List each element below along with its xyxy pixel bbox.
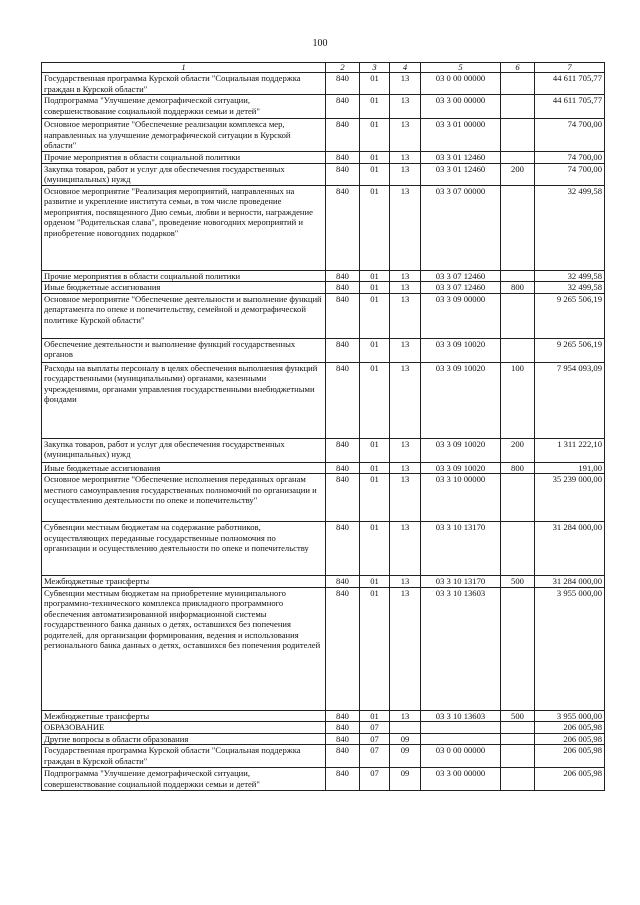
expense-type-code — [501, 338, 535, 362]
subsection-code: 13 — [390, 587, 421, 710]
ministry-code: 840 — [326, 438, 360, 462]
expense-type-code — [501, 152, 535, 164]
target-article-code: 03 3 09 00000 — [421, 293, 501, 338]
table-row — [42, 95, 605, 119]
item-name: Основное мероприятие "Обеспечение реализации комплекса мер, направленных на улучшение демографической ситуации в Курской области" — [42, 119, 326, 152]
amount: 206 005,98 — [535, 768, 605, 791]
amount: 74 700,00 — [535, 163, 605, 185]
target-article-code: 03 3 07 12460 — [421, 270, 501, 282]
amount: 7 954 093,09 — [535, 362, 605, 438]
item-name: Основное мероприятие "Обеспечение исполнения переданных органам местного самоуправления государственных полномочий по организации и осуществлению деятельности по опеке и попечительству" — [42, 474, 326, 522]
ministry-code: 840 — [326, 522, 360, 576]
item-name: Иные бюджетные ассигнования — [42, 462, 326, 474]
section-code: 07 — [360, 768, 390, 791]
amount: 1 311 222,10 — [535, 438, 605, 462]
ministry-code: 840 — [326, 338, 360, 362]
subsection-code: 13 — [390, 710, 421, 722]
table-row — [42, 474, 605, 522]
target-article-code: 03 3 09 10020 — [421, 362, 501, 438]
subsection-code: 13 — [390, 95, 421, 119]
target-article-code: 03 3 01 12460 — [421, 152, 501, 164]
amount: 35 239 000,00 — [535, 474, 605, 522]
target-article-code: 03 3 00 00000 — [421, 768, 501, 791]
item-name: Государственная программа Курской области "Социальная поддержка граждан в Курской области" — [42, 73, 326, 95]
item-name: Межбюджетные трансферты — [42, 576, 326, 588]
item-name: Субвенции местным бюджетам на содержание работников, осуществляющих переданные государственные полномочия по организации и осуществлению деятельности по опеке и попечительству — [42, 522, 326, 576]
expense-type-code — [501, 522, 535, 576]
amount: 9 265 506,19 — [535, 338, 605, 362]
subsection-code: 09 — [390, 768, 421, 791]
item-name: Прочие мероприятия в области социальной политики — [42, 152, 326, 164]
item-name: Закупка товаров, работ и услуг для обеспечения государственных (муниципальных) нужд — [42, 438, 326, 462]
subsection-code — [390, 722, 421, 734]
amount: 9 265 506,19 — [535, 293, 605, 338]
section-code: 07 — [360, 745, 390, 768]
ministry-code: 840 — [326, 710, 360, 722]
ministry-code: 840 — [326, 722, 360, 734]
section-code: 01 — [360, 576, 390, 588]
subsection-code: 13 — [390, 362, 421, 438]
target-article-code: 03 3 07 12460 — [421, 282, 501, 294]
expense-type-code — [501, 474, 535, 522]
expense-type-code: 500 — [501, 710, 535, 722]
subsection-code: 13 — [390, 474, 421, 522]
section-code: 01 — [360, 462, 390, 474]
target-article-code: 03 3 10 13603 — [421, 710, 501, 722]
table-row — [42, 119, 605, 152]
amount: 3 955 000,00 — [535, 587, 605, 710]
section-code: 01 — [360, 362, 390, 438]
target-article-code: 03 3 10 00000 — [421, 474, 501, 522]
section-code: 01 — [360, 474, 390, 522]
subsection-code: 13 — [390, 282, 421, 294]
subsection-code: 13 — [390, 462, 421, 474]
table-row — [42, 722, 605, 734]
column-header: 5 — [421, 63, 501, 73]
ministry-code: 840 — [326, 768, 360, 791]
ministry-code: 840 — [326, 282, 360, 294]
table-row — [42, 270, 605, 282]
item-name: Прочие мероприятия в области социальной политики — [42, 270, 326, 282]
item-name: Расходы на выплаты персоналу в целях обеспечения выполнения функций государственными (муниципальными) органами, казенными учреждениями, органами управления государственными внебюджетными фондами — [42, 362, 326, 438]
table-row — [42, 522, 605, 576]
item-name: Межбюджетные трансферты — [42, 710, 326, 722]
subsection-code: 13 — [390, 185, 421, 270]
section-code: 01 — [360, 587, 390, 710]
table-row — [42, 462, 605, 474]
table-row — [42, 362, 605, 438]
table-row — [42, 293, 605, 338]
target-article-code: 03 3 01 00000 — [421, 119, 501, 152]
column-header: 6 — [501, 63, 535, 73]
ministry-code: 840 — [326, 745, 360, 768]
expense-type-code: 200 — [501, 163, 535, 185]
expense-type-code — [501, 733, 535, 745]
expense-type-code: 800 — [501, 462, 535, 474]
item-name: Иные бюджетные ассигнования — [42, 282, 326, 294]
item-name: Основное мероприятие "Реализация мероприятий, направленных на развитие и укрепление института семьи, в том числе проведение мероприятия, посвященного Дню семьи, любви и верности, награждение орденом "Родительская слава", проведение новогодних мероприятий и приобретение новогодних подарков" — [42, 185, 326, 270]
target-article-code — [421, 722, 501, 734]
amount: 206 005,98 — [535, 722, 605, 734]
amount: 74 700,00 — [535, 119, 605, 152]
table-row — [42, 338, 605, 362]
expense-type-code — [501, 293, 535, 338]
ministry-code: 840 — [326, 73, 360, 95]
table-row — [42, 163, 605, 185]
expense-type-code: 500 — [501, 576, 535, 588]
expense-type-code: 200 — [501, 438, 535, 462]
target-article-code: 03 3 00 00000 — [421, 95, 501, 119]
section-code: 01 — [360, 522, 390, 576]
ministry-code: 840 — [326, 587, 360, 710]
section-code: 01 — [360, 293, 390, 338]
page-number: 100 — [312, 38, 328, 49]
table-row — [42, 185, 605, 270]
item-name: Закупка товаров, работ и услуг для обеспечения государственных (муниципальных) нужд — [42, 163, 326, 185]
expense-type-code — [501, 95, 535, 119]
subsection-code: 13 — [390, 119, 421, 152]
column-header: 7 — [535, 63, 605, 73]
amount: 31 284 000,00 — [535, 522, 605, 576]
expense-type-code: 100 — [501, 362, 535, 438]
item-name: Субвенции местным бюджетам на приобретение муниципального программно-технического комплекса прикладного программного обеспечения автоматизированной информационной системы государственного банка данных о детях, оставшихся без попечения родителей, для организации формирования, ведения и использования регионального банка данных о детях, оставшихся без попечения родителей — [42, 587, 326, 710]
amount: 3 955 000,00 — [535, 710, 605, 722]
ministry-code: 840 — [326, 474, 360, 522]
expense-type-code — [501, 73, 535, 95]
item-name: Подпрограмма "Улучшение демографической ситуации, совершенствование социальной поддержки семьи и детей" — [42, 95, 326, 119]
ministry-code: 840 — [326, 576, 360, 588]
item-name: Государственная программа Курской области "Социальная поддержка граждан в Курской области" — [42, 745, 326, 768]
section-code: 01 — [360, 152, 390, 164]
subsection-code: 13 — [390, 73, 421, 95]
section-code: 01 — [360, 710, 390, 722]
expense-type-code — [501, 185, 535, 270]
subsection-code: 13 — [390, 270, 421, 282]
section-code: 01 — [360, 270, 390, 282]
section-code: 01 — [360, 282, 390, 294]
subsection-code: 13 — [390, 163, 421, 185]
section-code: 01 — [360, 95, 390, 119]
amount: 191,00 — [535, 462, 605, 474]
target-article-code: 03 3 10 13603 — [421, 587, 501, 710]
amount: 32 499,58 — [535, 270, 605, 282]
budget-table — [41, 62, 605, 791]
table-row — [42, 438, 605, 462]
target-article-code: 03 3 10 13170 — [421, 576, 501, 588]
table-row — [42, 710, 605, 722]
ministry-code: 840 — [326, 293, 360, 338]
target-article-code: 03 3 10 13170 — [421, 522, 501, 576]
section-code: 01 — [360, 185, 390, 270]
subsection-code: 13 — [390, 576, 421, 588]
amount: 44 611 705,77 — [535, 73, 605, 95]
amount: 206 005,98 — [535, 745, 605, 768]
table-row — [42, 282, 605, 294]
amount: 74 700,00 — [535, 152, 605, 164]
table-row — [42, 152, 605, 164]
ministry-code: 840 — [326, 95, 360, 119]
subsection-code: 09 — [390, 733, 421, 745]
ministry-code: 840 — [326, 119, 360, 152]
item-name: Подпрограмма "Улучшение демографической ситуации, совершенствование социальной поддержки семьи и детей" — [42, 768, 326, 791]
target-article-code: 03 3 07 00000 — [421, 185, 501, 270]
expense-type-code — [501, 768, 535, 791]
section-code: 01 — [360, 338, 390, 362]
ministry-code: 840 — [326, 185, 360, 270]
item-name: Обеспечение деятельности и выполнение функций государственных органов — [42, 338, 326, 362]
subsection-code: 13 — [390, 152, 421, 164]
section-code: 01 — [360, 438, 390, 462]
section-code: 01 — [360, 73, 390, 95]
column-header: 1 — [42, 63, 326, 73]
ministry-code: 840 — [326, 270, 360, 282]
ministry-code: 840 — [326, 152, 360, 164]
header-row — [42, 63, 605, 73]
target-article-code — [421, 733, 501, 745]
column-header: 2 — [326, 63, 360, 73]
subsection-code: 13 — [390, 522, 421, 576]
table-row — [42, 587, 605, 710]
target-article-code: 03 3 01 12460 — [421, 163, 501, 185]
ministry-code: 840 — [326, 362, 360, 438]
subsection-code: 13 — [390, 338, 421, 362]
target-article-code: 03 3 09 10020 — [421, 338, 501, 362]
section-code: 01 — [360, 163, 390, 185]
item-name: ОБРАЗОВАНИЕ — [42, 722, 326, 734]
subsection-code: 13 — [390, 293, 421, 338]
target-article-code: 03 0 00 00000 — [421, 73, 501, 95]
target-article-code: 03 3 09 10020 — [421, 438, 501, 462]
expense-type-code — [501, 745, 535, 768]
item-name: Основное мероприятие "Обеспечение деятельности и выполнение функций департамента по опеке и попечительству, семейной и демографической политике Курской области" — [42, 293, 326, 338]
subsection-code: 13 — [390, 438, 421, 462]
table-row — [42, 733, 605, 745]
ministry-code: 840 — [326, 462, 360, 474]
expense-type-code — [501, 270, 535, 282]
expense-type-code — [501, 722, 535, 734]
column-header: 3 — [360, 63, 390, 73]
amount: 206 005,98 — [535, 733, 605, 745]
subsection-code: 09 — [390, 745, 421, 768]
target-article-code: 03 3 09 10020 — [421, 462, 501, 474]
expense-type-code — [501, 119, 535, 152]
amount: 44 611 705,77 — [535, 95, 605, 119]
table-row — [42, 73, 605, 95]
section-code: 07 — [360, 733, 390, 745]
amount: 32 499,58 — [535, 282, 605, 294]
section-code: 01 — [360, 119, 390, 152]
item-name: Другие вопросы в области образования — [42, 733, 326, 745]
column-header: 4 — [390, 63, 421, 73]
amount: 32 499,58 — [535, 185, 605, 270]
ministry-code: 840 — [326, 733, 360, 745]
table-row — [42, 576, 605, 588]
expense-type-code: 800 — [501, 282, 535, 294]
ministry-code: 840 — [326, 163, 360, 185]
section-code: 07 — [360, 722, 390, 734]
target-article-code: 03 0 00 00000 — [421, 745, 501, 768]
amount: 31 284 000,00 — [535, 576, 605, 588]
expense-type-code — [501, 587, 535, 710]
table-row — [42, 768, 605, 791]
table-row — [42, 745, 605, 768]
